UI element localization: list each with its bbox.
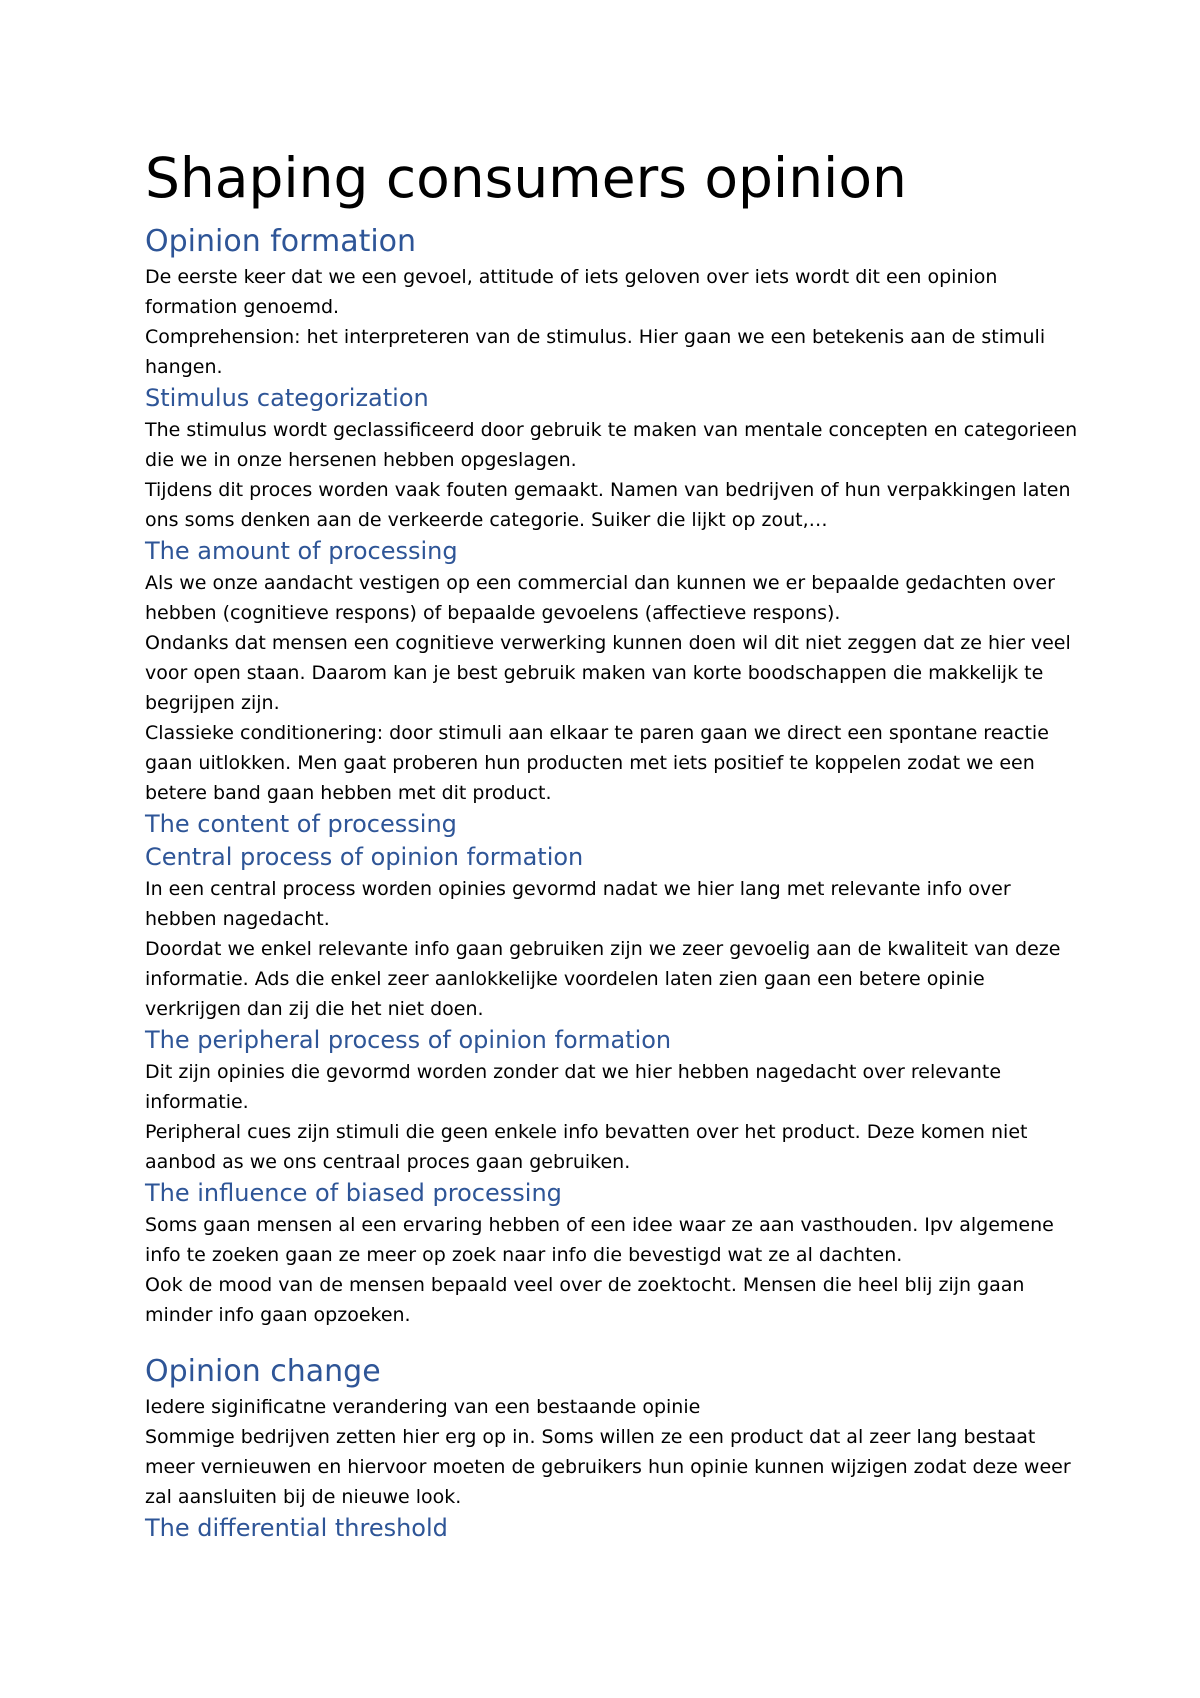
paragraph: Iedere siginificatne verandering van een bestaande opinie [145,1396,701,1418]
paragraph: Dit zijn opinies die gevormd worden zonder dat we hier hebben nagedacht over relevante informatie. [145,1061,1002,1113]
heading-amount-of-processing: The amount of processing [145,537,458,565]
paragraph: Ondanks dat mensen een cognitieve verwerking kunnen doen wil dit niet zeggen dat ze hier veel voor open staan. Daarom kan je best gebruik maken van korte boodschappen die makkelijk te begrijpen zijn. [145,632,1071,714]
paragraph: Tijdens dit proces worden vaak fouten gemaakt. Namen van bedrijven of hun verpakkingen laten ons soms denken aan de verkeerde categorie. Suiker die lijkt op zout,… [145,479,1071,531]
paragraph: De eerste keer dat we een gevoel, attitude of iets geloven over iets wordt dit een opinion formation genoemd. [145,266,998,318]
heading-opinion-formation: Opinion formation [145,224,417,259]
document-title: Shaping consumers opinion [145,146,907,210]
paragraph: In een central process worden opinies gevormd nadat we hier lang met relevante info over hebben nagedacht. [145,878,1011,930]
paragraph: Comprehension: het interpreteren van de stimulus. Hier gaan we een betekenis aan de stimuli hangen. [145,326,1046,378]
paragraph: Ook de mood van de mensen bepaald veel over de zoektocht. Mensen die heel blij zijn gaan minder info gaan opzoeken. [145,1274,1025,1326]
heading-stimulus-categorization: Stimulus categorization [145,384,429,412]
heading-peripheral-process: The peripheral process of opinion formation [145,1026,672,1054]
paragraph: Classieke conditionering: door stimuli aan elkaar te paren gaan we direct een spontane reactie gaan uitlokken. Men gaat proberen hun producten met iets positief te koppelen zodat we een betere band gaan hebben met dit product. [145,722,1049,804]
heading-central-process: Central process of opinion formation [145,843,584,871]
paragraph: Als we onze aandacht vestigen op een commercial dan kunnen we er bepaalde gedachten over hebben (cognitieve respons) of bepaalde gevoelens (affectieve respons). [145,572,1055,624]
paragraph: Sommige bedrijven zetten hier erg op in. Soms willen ze een product dat al zeer lang bestaat meer vernieuwen en hiervoor moeten de gebruikers hun opinie kunnen wijzigen zodat deze weer zal aansluiten bij de nieuwe look. [145,1426,1071,1508]
paragraph: Doordat we enkel relevante info gaan gebruiken zijn we zeer gevoelig aan de kwaliteit van deze informatie. Ads die enkel zeer aanlokkelijke voordelen laten zien gaan een betere opinie verkrijgen dan zij die het niet doen. [145,938,1061,1020]
heading-differential-threshold: The differential threshold [145,1514,448,1542]
heading-biased-processing: The influence of biased processing [145,1179,562,1207]
paragraph: Soms gaan mensen al een ervaring hebben of een idee waar ze aan vasthouden. Ipv algemene info te zoeken gaan ze meer op zoek naar info die bevestigd wat ze al dachten. [145,1214,1054,1266]
heading-content-of-processing: The content of processing [145,810,457,838]
document-body [145,138,1080,1545]
heading-opinion-change: Opinion change [145,1354,381,1389]
paragraph: Peripheral cues zijn stimuli die geen enkele info bevatten over het product. Deze komen niet aanbod as we ons centraal proces gaan gebruiken. [145,1121,1028,1173]
paragraph: The stimulus wordt geclassificeerd door gebruik te maken van mentale concepten en categorieen die we in onze hersenen hebben opgeslagen. [145,419,1078,471]
